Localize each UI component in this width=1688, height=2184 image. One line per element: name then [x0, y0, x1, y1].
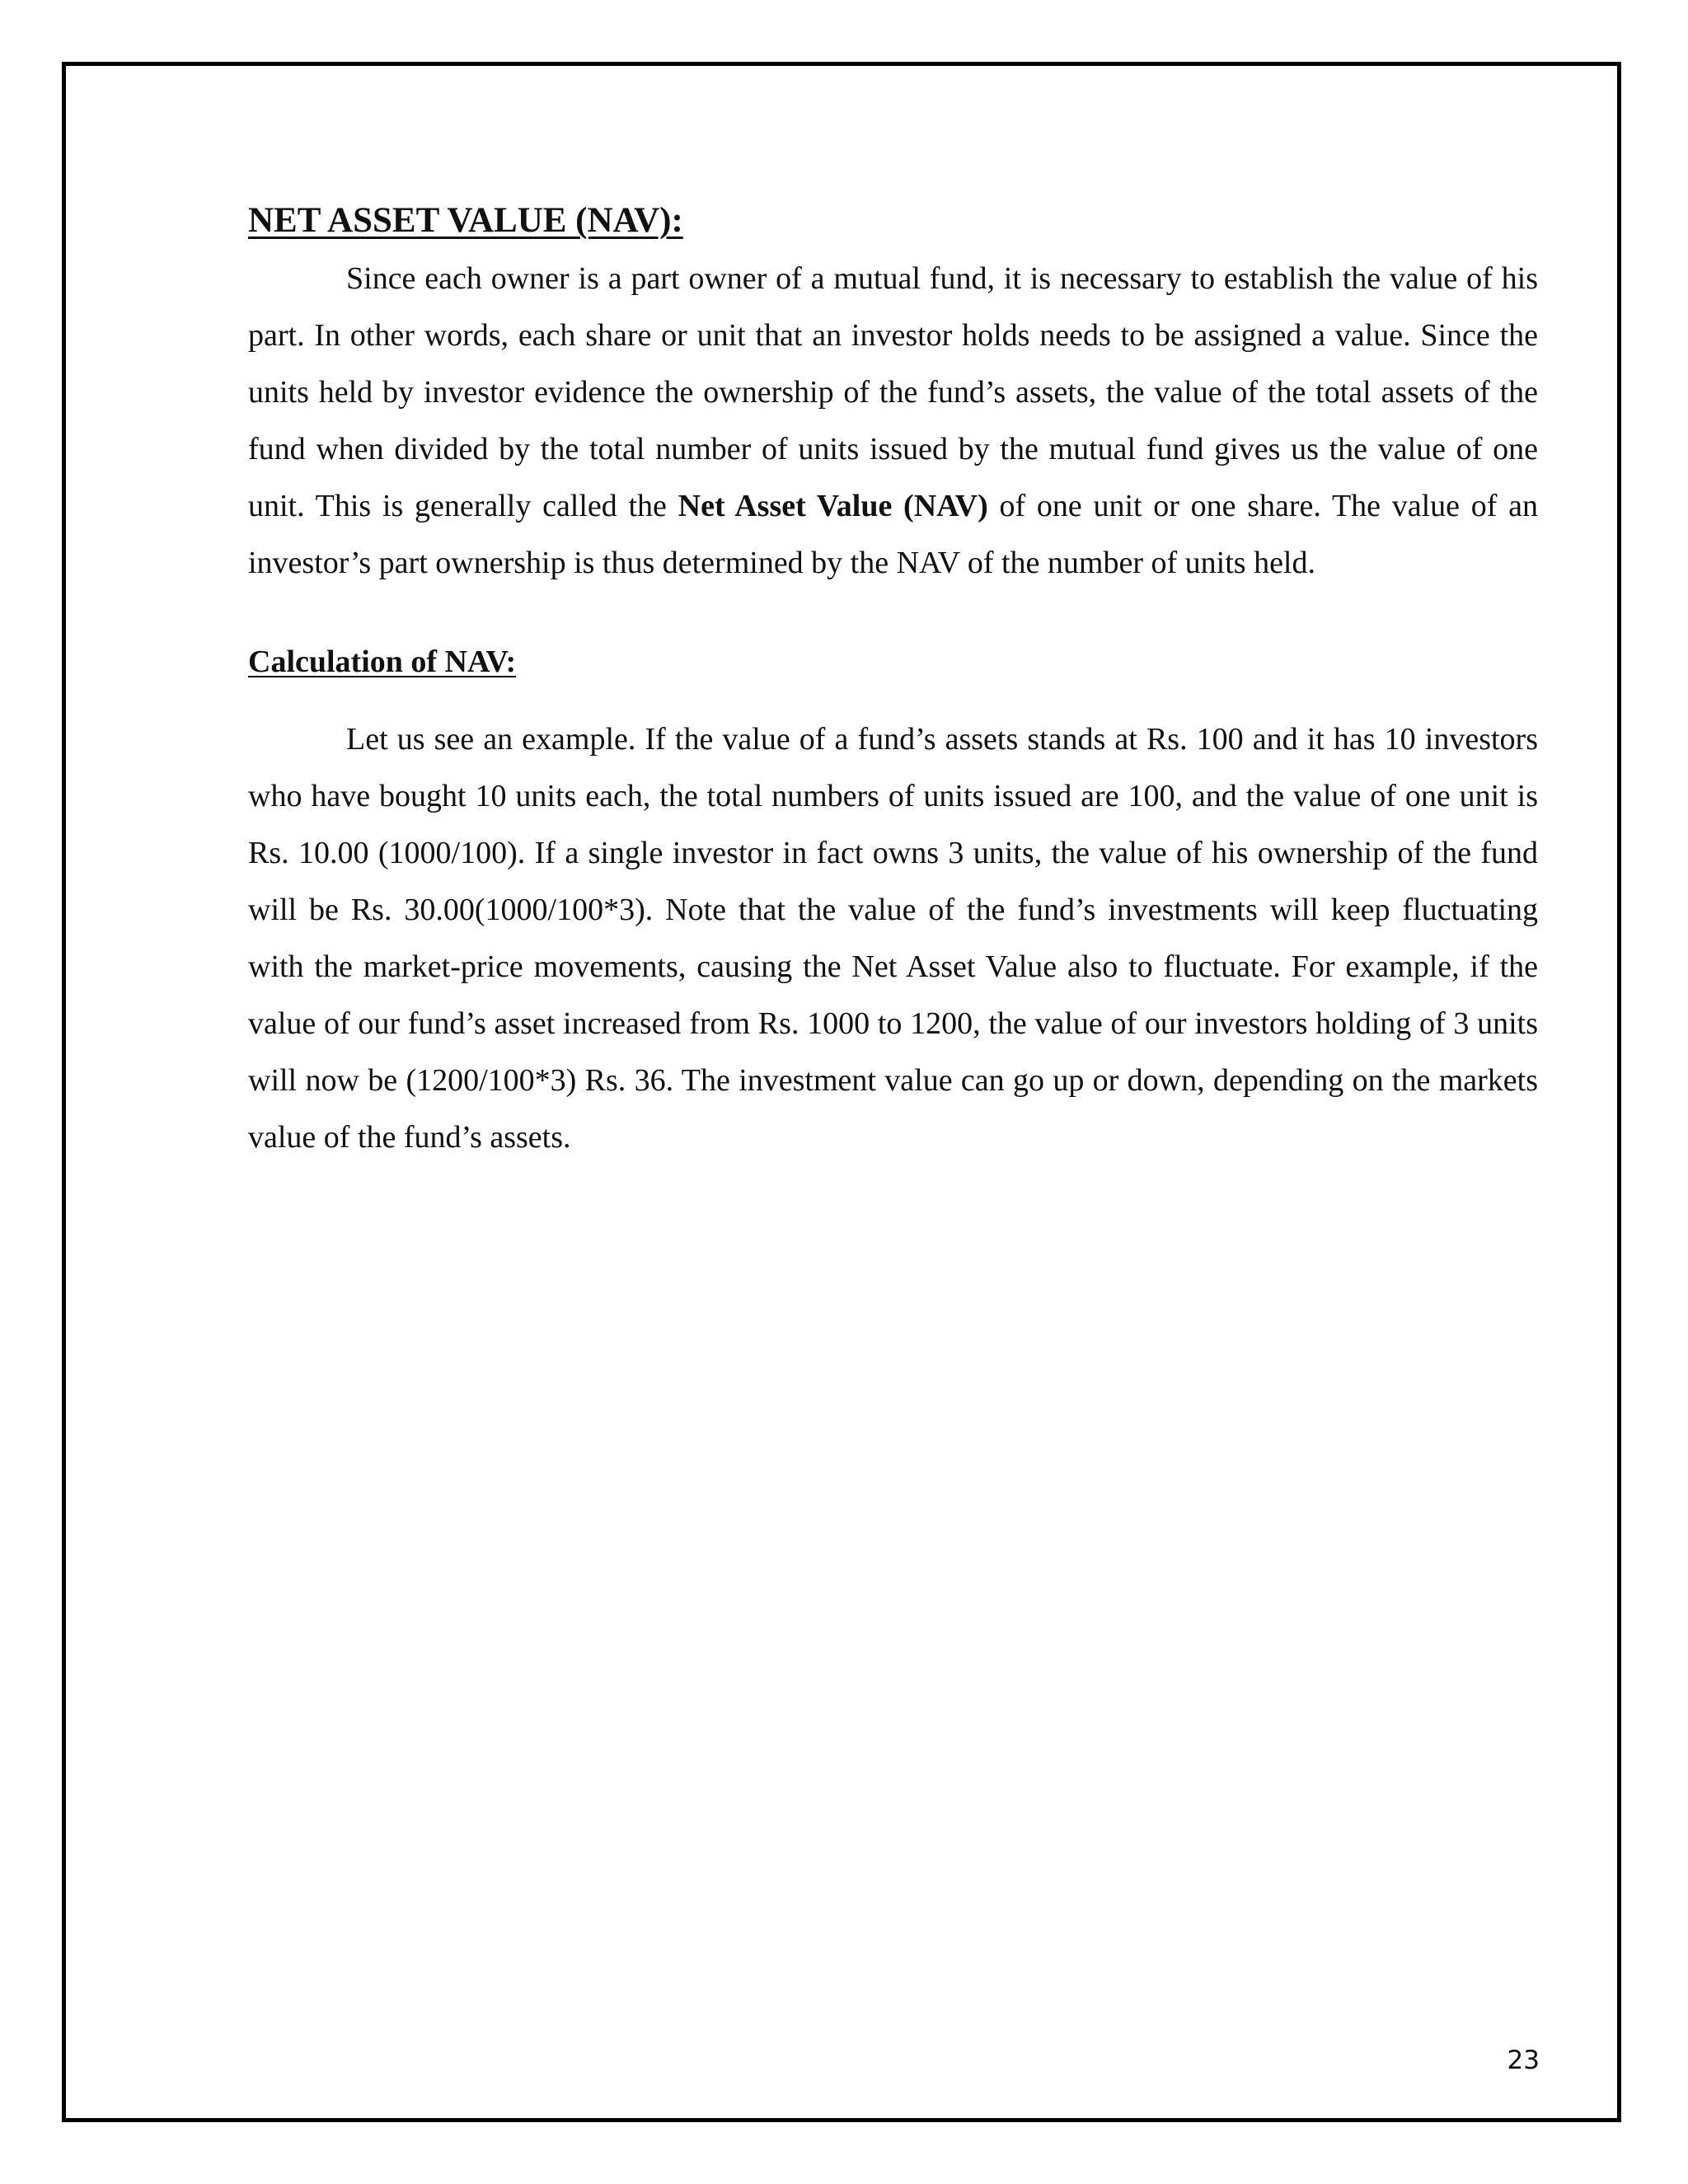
- page-number: 23: [1507, 2046, 1540, 2075]
- subheading-calculation-of-nav: Calculation of NAV:: [248, 644, 517, 679]
- paragraph-text-end: of one unit or one share. The value of an investor’s part ownership is thus determined by the NAV of the number of units held.: [248, 489, 1538, 580]
- nav-definition-paragraph: [248, 251, 1538, 592]
- nav-calculation-paragraph: [248, 711, 1538, 1166]
- nav-bold-term: Net Asset Value (NAV): [678, 489, 988, 523]
- calculation-text: Let us see an example. If the value of a fund’s assets stands at Rs. 100 and it has 10 investors who have bought 10 units each, the total numbers of units issued are 100, and the value of one unit is Rs. 10.00 (1000/100). If a single investor in fact owns 3 units, the value of his ownership of the fund will be Rs. 30.00(1000/100*3). Note that the value of the fund’s investments will keep fluctuating with the market-price movements, causing the Net Asset Value also to fluctuate. For example, if the value of our fund’s asset increased from Rs. 1000 to 1200, the value of our investors holding of 3 units will now be (1200/100*3) Rs. 36. The investment value can go up or down, depending on the markets value of the fund’s assets.: [248, 722, 1538, 1155]
- paragraph-text-start: Since each owner is a part owner of a mutual fund, it is necessary to establish the value of his part. In other words, each share or unit that an investor holds needs to be assigned a value. Since the units held by investor evidence the ownership of the fund’s assets, the value of the total assets of the fund when divided by the total number of units issued by the mutual fund gives us the value of one unit. This is generally called the: [248, 261, 1538, 523]
- page-content: [248, 196, 1538, 1166]
- section-heading-nav: NET ASSET VALUE (NAV):: [248, 201, 683, 240]
